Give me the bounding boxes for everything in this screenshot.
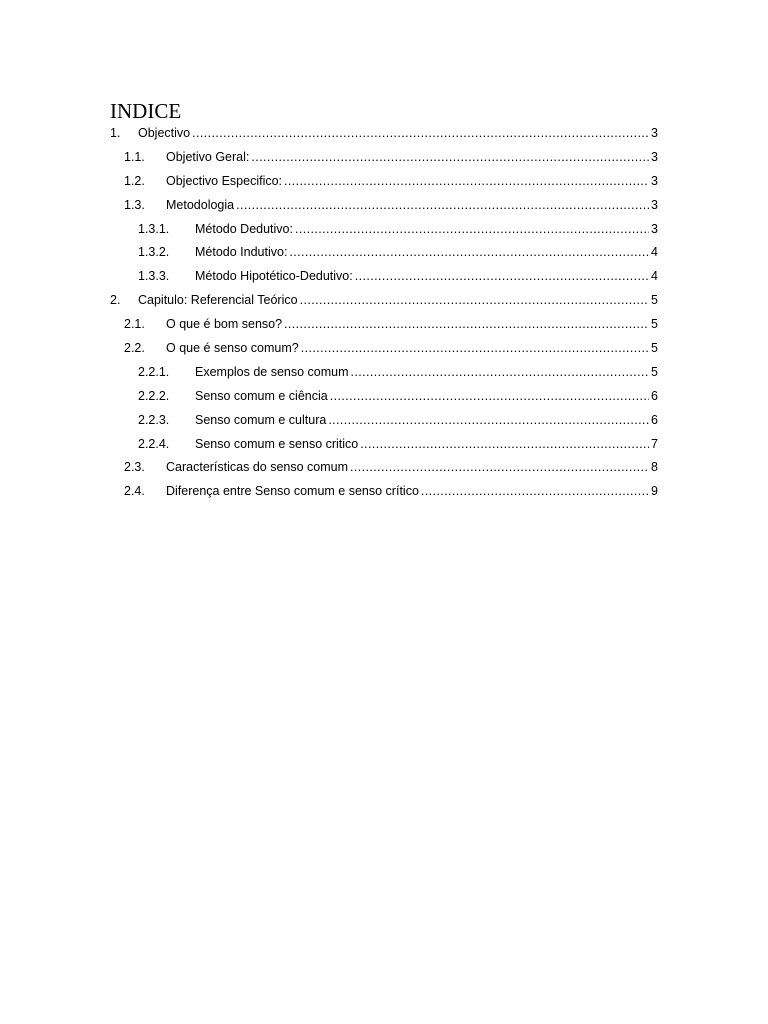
toc-entry-text: Diferença entre Senso comum e senso crítico: [166, 484, 419, 499]
toc-entry-text: O que é senso comum?: [166, 340, 299, 355]
toc-entry-body: [195, 408, 658, 432]
toc-entry-text: Método Dedutivo:: [195, 221, 293, 236]
toc-entry-body: [166, 169, 658, 193]
toc-entry-number: 1.3.: [124, 197, 145, 212]
toc-dot-leader: [328, 413, 649, 427]
toc-entry-1-2[interactable]: [110, 169, 658, 193]
toc-entry-body: [166, 455, 658, 479]
toc-entry-text: Objectivo Especifico:: [166, 173, 283, 188]
toc-entry-2-2[interactable]: [110, 336, 658, 360]
toc-entry-number: 1.3.2.: [138, 245, 170, 260]
toc-entry-page: 6: [651, 412, 658, 427]
toc-entry-text: Capitulo: Referencial Teórico: [138, 293, 298, 308]
toc-entry-number: 2.2.: [124, 340, 145, 355]
toc-entry-number: 2.4.: [124, 484, 145, 499]
toc-entry-page: 8: [651, 460, 658, 475]
toc-dot-leader: [192, 126, 649, 140]
toc-dot-leader: [300, 293, 649, 307]
toc-entry-2-2-3[interactable]: [110, 408, 658, 432]
toc-entry-page: 3: [651, 197, 658, 212]
toc-dot-leader: [350, 460, 649, 474]
toc-dot-leader: [295, 222, 649, 236]
table-of-contents: [110, 121, 658, 503]
toc-entry-2-1[interactable]: [110, 312, 658, 336]
toc-entry-number: 1.3.3.: [138, 269, 170, 284]
toc-dot-leader: [284, 317, 649, 331]
toc-entry-2[interactable]: [110, 288, 658, 312]
toc-entry-1-3-3[interactable]: [110, 264, 658, 288]
toc-entry-page: 6: [651, 388, 658, 403]
toc-entry-page: 3: [651, 149, 658, 164]
toc-dot-leader: [251, 150, 649, 164]
toc-entry-1-3-2[interactable]: [110, 240, 658, 264]
toc-entry-body: [195, 217, 658, 241]
toc-entry-body: [166, 145, 658, 169]
toc-entry-body: [195, 264, 658, 288]
toc-entry-number: 2.3.: [124, 460, 145, 475]
toc-entry-1[interactable]: [110, 121, 658, 145]
toc-entry-body: [138, 288, 658, 312]
toc-entry-text: Senso comum e ciência: [195, 388, 328, 403]
toc-entry-page: 4: [651, 245, 658, 260]
toc-entry-number: 1.2.: [124, 173, 145, 188]
toc-entry-body: [166, 336, 658, 360]
toc-entry-text: Exemplos de senso comum: [195, 364, 349, 379]
toc-entry-page: 5: [651, 317, 658, 332]
toc-entry-number: 2.: [110, 293, 121, 308]
toc-dot-leader: [421, 484, 649, 498]
toc-entry-body: [138, 121, 658, 145]
toc-entry-page: 3: [651, 221, 658, 236]
toc-entry-text: Objectivo: [138, 125, 191, 140]
toc-entry-text: Método Indutivo:: [195, 245, 288, 260]
toc-entry-number: 2.2.2.: [138, 388, 170, 403]
toc-entry-1-1[interactable]: [110, 145, 658, 169]
toc-entry-body: [166, 312, 658, 336]
toc-dot-leader: [289, 245, 649, 259]
toc-entry-2-2-2[interactable]: [110, 384, 658, 408]
toc-entry-page: 5: [651, 340, 658, 355]
toc-dot-leader: [330, 389, 649, 403]
toc-entry-text: Senso comum e senso critico: [195, 436, 359, 451]
toc-dot-leader: [301, 341, 649, 355]
toc-entry-page: 5: [651, 364, 658, 379]
toc-entry-2-2-4[interactable]: [110, 432, 658, 456]
toc-entry-body: [166, 193, 658, 217]
toc-entry-text: Senso comum e cultura: [195, 412, 327, 427]
toc-entry-1-3[interactable]: [110, 193, 658, 217]
toc-entry-page: 3: [651, 125, 658, 140]
toc-entry-number: 2.2.3.: [138, 412, 170, 427]
toc-entry-text: Objetivo Geral:: [166, 149, 250, 164]
toc-entry-2-4[interactable]: [110, 479, 658, 503]
toc-dot-leader: [236, 198, 649, 212]
toc-entry-body: [166, 479, 658, 503]
toc-entry-text: O que é bom senso?: [166, 317, 283, 332]
toc-dot-leader: [351, 365, 650, 379]
toc-dot-leader: [360, 437, 649, 451]
toc-entry-number: 2.2.1.: [138, 364, 170, 379]
toc-entry-text: Metodologia: [166, 197, 235, 212]
toc-entry-page: 9: [651, 484, 658, 499]
toc-dot-leader: [284, 174, 649, 188]
toc-entry-page: 3: [651, 173, 658, 188]
toc-entry-1-3-1[interactable]: [110, 217, 658, 241]
toc-entry-number: 2.1.: [124, 317, 145, 332]
toc-entry-page: 4: [651, 269, 658, 284]
toc-dot-leader: [355, 269, 649, 283]
toc-entry-body: [195, 432, 658, 456]
toc-entry-number: 1.: [110, 125, 121, 140]
toc-entry-2-2-1[interactable]: [110, 360, 658, 384]
toc-entry-page: 7: [651, 436, 658, 451]
toc-entry-text: Características do senso comum: [166, 460, 349, 475]
toc-entry-body: [195, 384, 658, 408]
toc-entry-page: 5: [651, 293, 658, 308]
toc-entry-text: Método Hipotético-Dedutivo:: [195, 269, 353, 284]
toc-entry-number: 1.1.: [124, 149, 145, 164]
toc-entry-number: 1.3.1.: [138, 221, 170, 236]
toc-entry-body: [195, 360, 658, 384]
toc-title: INDICE: [110, 99, 182, 123]
toc-entry-number: 2.2.4.: [138, 436, 170, 451]
toc-entry-2-3[interactable]: [110, 455, 658, 479]
toc-entry-body: [195, 240, 658, 264]
